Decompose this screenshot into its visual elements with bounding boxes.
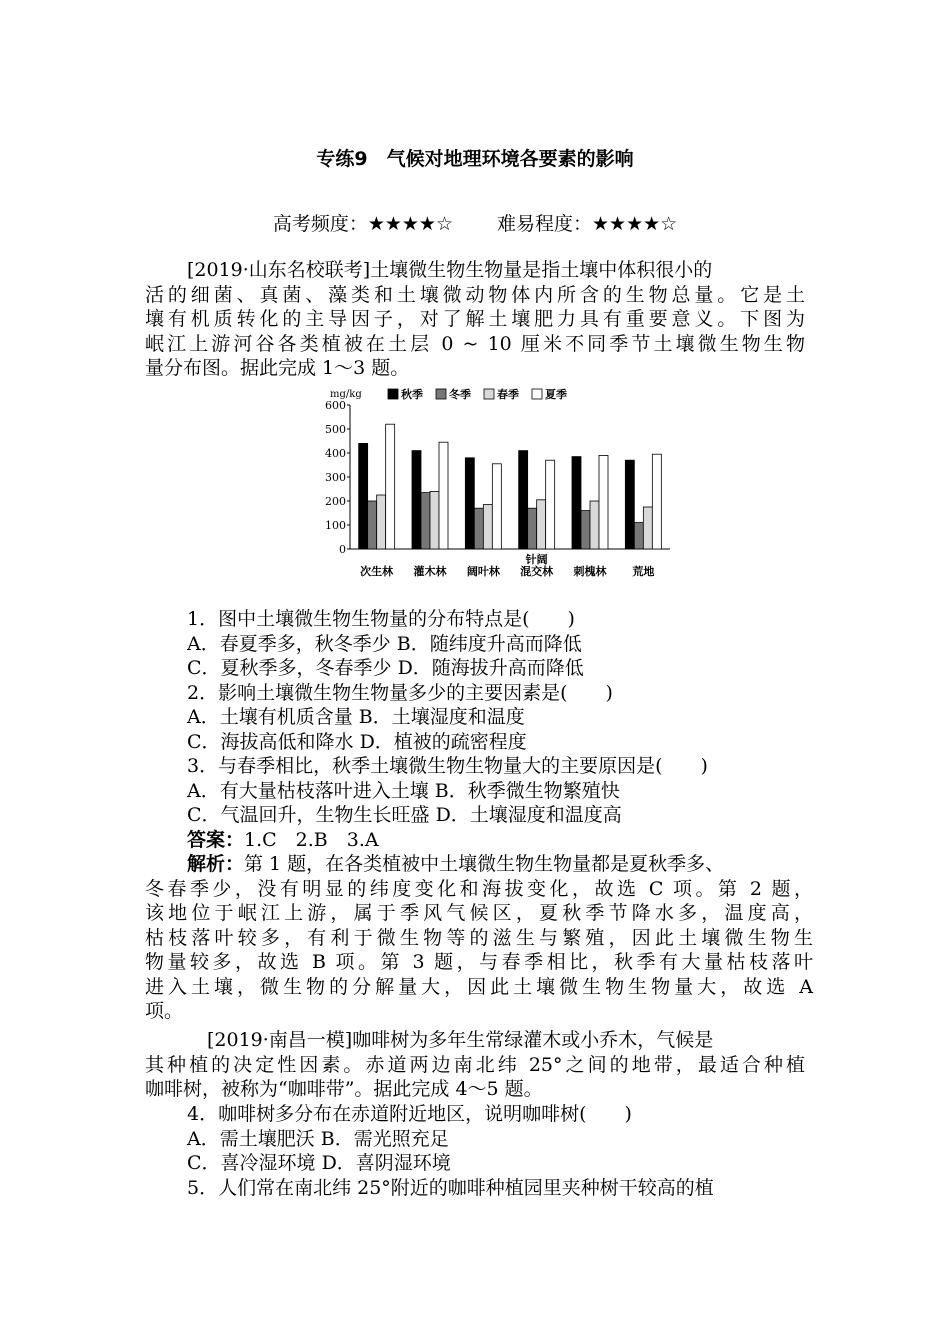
y-tick-label: 300 <box>325 471 346 484</box>
frequency-stars: ★★★★☆ <box>367 213 453 235</box>
text-line: 枯枝落叶较多，有利于微生物等的滋生与繁殖，因此土壤微生物生 <box>145 926 813 949</box>
question-block-2 <box>145 1102 825 1200</box>
bar <box>546 460 555 549</box>
bar <box>421 493 430 549</box>
bar <box>581 511 590 549</box>
option-line: C．喜冷湿环境 D．喜阴湿环境 <box>187 1152 451 1174</box>
question-line: 1．图中土壤微生物生物量的分布特点是( ) <box>187 608 575 630</box>
question-block-1 <box>145 607 825 852</box>
bar <box>386 424 395 549</box>
category-label: 针阔 <box>525 553 548 566</box>
option-line: C．海拔高低和降水 D．植被的疏密程度 <box>187 730 527 753</box>
y-tick-label: 100 <box>325 519 346 532</box>
text-line: [2019·山东名校联考]土壤微生物生物量是指土壤中体积很小的 <box>187 259 713 281</box>
text-line: 其种植的决定性因素。赤道两边南北纬 25°之间的地带，最适合种植 <box>145 1053 805 1076</box>
y-tick-label: 200 <box>325 495 346 508</box>
analysis-label: 解析： <box>187 853 245 875</box>
analysis-paragraph <box>145 852 813 1024</box>
text-line: 项。 <box>145 1000 184 1022</box>
bar <box>483 505 492 549</box>
page-title: 专练9 气候对地理环境各要素的影响 <box>316 148 634 170</box>
text-line: 活的细菌、真菌、藻类和土壤微动物体内所含的生物总量。它是土 <box>145 283 805 306</box>
answer-line <box>145 828 825 853</box>
option-line: A．春夏季多，秋冬季少 B．随纬度升高而降低 <box>187 632 582 655</box>
bar <box>377 495 386 549</box>
option-line: A．土壤有机质含量 B．土壤湿度和温度 <box>187 706 525 728</box>
difficulty-label: 难易程度： <box>497 213 593 235</box>
text-line: 进入土壤，微生物的分解量大，因此土壤微生物生物量大，故选 A <box>145 975 813 998</box>
intro-paragraph-2 <box>145 1028 805 1102</box>
y-axis-label: mg/kg <box>330 389 362 400</box>
question-line: 5．人们常在南北纬 25°附近的咖啡种植园里夹种树干较高的植 <box>187 1176 714 1199</box>
y-tick-label: 0 <box>339 543 346 556</box>
bar <box>625 460 634 549</box>
legend-label: 冬季 <box>449 388 471 401</box>
chart-svg <box>320 383 680 588</box>
legend-swatch <box>532 389 542 399</box>
difficulty-stars: ★★★★☆ <box>592 213 678 235</box>
category-label: 刺槐林 <box>573 565 607 578</box>
bar-chart <box>320 383 680 588</box>
answer-label: 答案： <box>187 828 245 851</box>
legend-label: 秋季 <box>401 388 423 401</box>
bar <box>359 443 368 549</box>
bar <box>528 508 537 549</box>
option-line: A．需土壤肥沃 B．需光照充足 <box>187 1127 449 1150</box>
category-label: 次生林 <box>360 565 394 578</box>
text-line: 岷江上游河谷各类植被在土层 0 ~ 10 厘米不同季节土壤微生物生物 <box>145 332 805 355</box>
text-line <box>145 852 813 877</box>
bar <box>474 508 483 549</box>
bar <box>439 442 448 549</box>
y-tick-label: 400 <box>325 447 346 460</box>
y-tick-label: 600 <box>325 399 346 412</box>
question-line: 2．影响土壤微生物生物量多少的主要因素是( ) <box>187 681 613 704</box>
text-line: 该地位于岷江上游，属于季风气候区，夏秋季节降水多，温度高， <box>145 902 813 924</box>
option-line: C．气温回升，生物生长旺盛 D．土壤湿度和温度高 <box>187 804 622 826</box>
bar <box>590 501 599 549</box>
y-tick-label: 500 <box>325 423 346 436</box>
legend-label: 春季 <box>497 388 519 401</box>
bar <box>652 454 661 549</box>
frequency-label: 高考频度： <box>272 213 368 235</box>
bar <box>519 451 528 549</box>
question-line: 3．与春季相比，秋季土壤微生物生物量大的主要原因是( ) <box>187 755 708 777</box>
bar <box>368 501 377 549</box>
category-label: 荒地 <box>632 565 655 578</box>
category-label: 灌木林 <box>413 565 447 578</box>
text-line: 冬春季少，没有明显的纬度变化和海拔变化，故选 C 项。第 2 题， <box>145 877 813 900</box>
category-label: 混交林 <box>520 565 554 578</box>
legend-swatch <box>436 389 446 399</box>
bar <box>599 455 608 549</box>
legend-swatch <box>484 389 494 399</box>
analysis-text: 第 1 题，在各类植被中土壤微生物生物量都是夏秋季多、 <box>244 853 725 875</box>
category-label: 阔叶林 <box>466 565 500 578</box>
bar <box>412 451 421 549</box>
bar <box>430 491 439 549</box>
option-line: A．有大量枯枝落叶进入土壤 B．秋季微生物繁殖快 <box>187 779 620 802</box>
answer-value: 1.C 2.B 3.A <box>244 828 379 851</box>
bar <box>572 457 581 549</box>
option-line: C．夏秋季多，冬春季少 D．随海拔升高而降低 <box>187 657 584 679</box>
text-line: 量分布图。据此完成 1～3 题。 <box>145 357 410 379</box>
text-line: 物量较多，故选 B 项。第 3 题，与春季相比，秋季有大量枯枝落叶 <box>145 951 813 973</box>
question-line: 4．咖啡树多分布在赤道附近地区，说明咖啡树( ) <box>187 1103 632 1125</box>
text-line: [2019·南昌一模]咖啡树为多年生常绿灌木或小乔木，气候是 <box>207 1029 714 1051</box>
legend-swatch <box>388 389 398 399</box>
difficulty-rating <box>0 209 950 236</box>
text-line: 咖啡树，被称为“咖啡带”。据此完成 4～5 题。 <box>145 1078 543 1100</box>
legend-label: 夏季 <box>545 388 567 401</box>
bar <box>537 500 546 549</box>
text-line: 壤有机质转化的主导因子，对了解土壤肥力具有重要意义。下图为 <box>145 308 805 330</box>
intro-paragraph-1 <box>145 258 805 381</box>
bar <box>634 523 643 549</box>
bar <box>492 464 501 549</box>
bar <box>643 507 652 549</box>
bar <box>465 458 474 549</box>
